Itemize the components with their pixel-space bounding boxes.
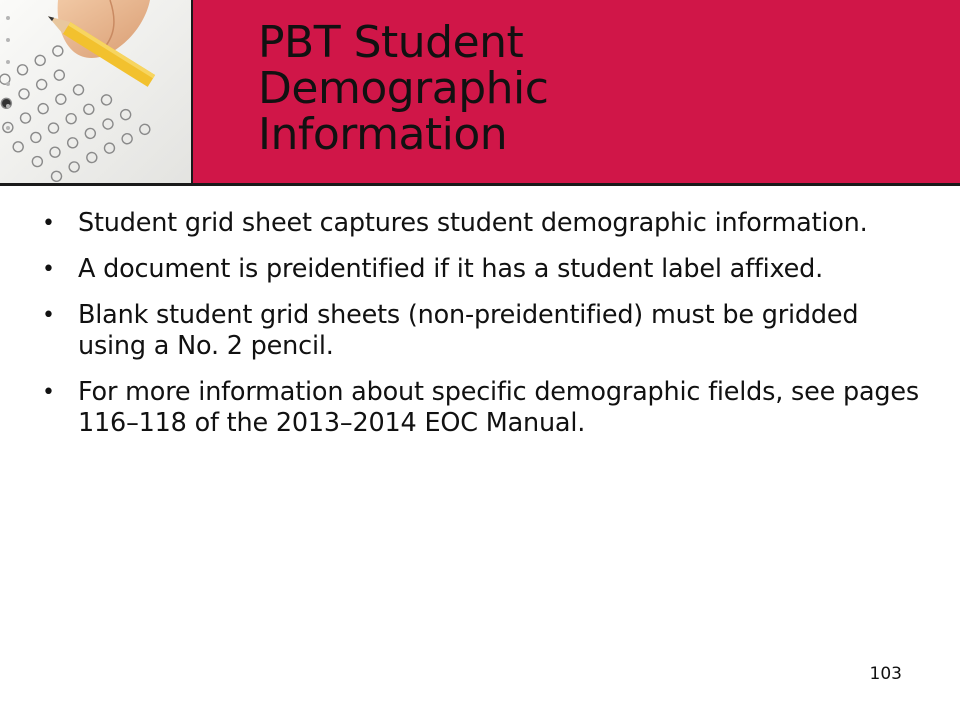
bullet-text: For more information about specific demographic fields, see pages 116–118 of the 2013–2014 EOC Manual.	[78, 377, 919, 438]
bullet-item	[42, 300, 922, 362]
bullet-item	[42, 254, 922, 285]
slide-title-line: Demographic	[258, 63, 549, 114]
slide-number: 103	[869, 664, 902, 684]
bullet-text: Student grid sheet captures student demographic information.	[78, 208, 868, 238]
bullet-dot-icon: •	[42, 211, 55, 236]
bullet-item	[42, 377, 922, 439]
slide-title	[258, 17, 938, 160]
bullet-list	[42, 208, 922, 454]
slide-title-line: PBT Student	[258, 17, 524, 68]
bullet-text: A document is preidentified if it has a student label affixed.	[78, 254, 824, 284]
bullet-text: Blank student grid sheets (non-preidentified) must be gridded using a No. 2 pencil.	[78, 300, 859, 361]
answer-sheet-photo	[0, 0, 192, 186]
bullet-dot-icon: •	[42, 257, 55, 282]
title-underline	[0, 183, 960, 186]
slide-title-line: Information	[258, 109, 508, 160]
header-divider	[191, 0, 193, 186]
bullet-dot-icon: •	[42, 303, 55, 328]
answer-sheet-pencil-icon	[0, 0, 192, 186]
bullet-item	[42, 208, 922, 239]
bullet-dot-icon: •	[42, 380, 55, 405]
